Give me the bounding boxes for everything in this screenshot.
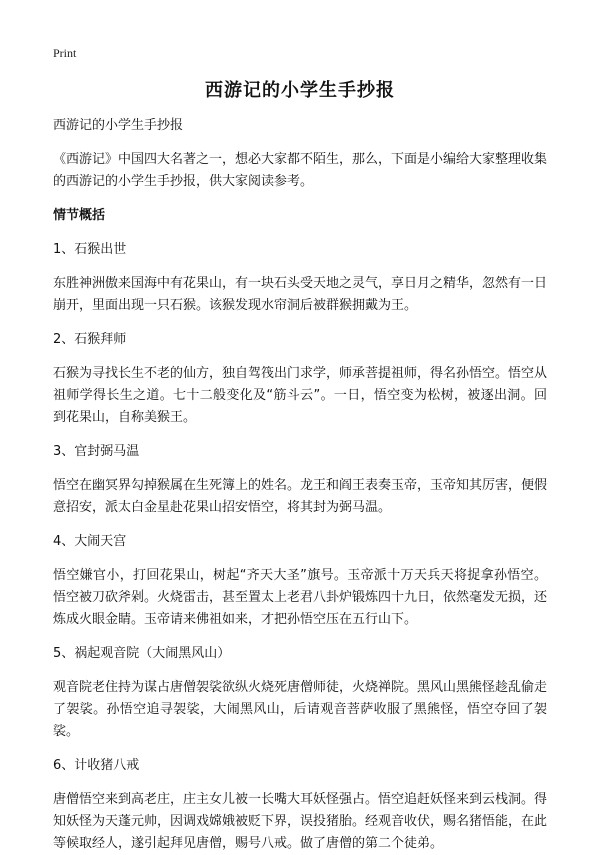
chapter-heading: 4、大闹天宫: [53, 534, 127, 549]
article-subtitle: 西游记的小学生手抄报: [53, 118, 184, 133]
chapter-text: 悟空在幽冥界勾掉猴属在生死簿上的姓名。龙王和阎王表奏玉帝，玉帝知其厉害，便假意招安，派太白金星赴花果山招安悟空，将其封为弼马温。: [53, 478, 548, 515]
chapter-1: [53, 241, 547, 317]
chapter-text: 东胜神洲傲来国海中有花果山，有一块石头受天地之灵气，享日月之精华，忽然有一日崩开，里面出现一只石猴。该猴发现水帘洞后被群猴拥戴为王。: [53, 276, 548, 313]
chapter-heading: 6、计收猪八戒: [53, 758, 140, 773]
page-title: 西游记的小学生手抄报: [205, 80, 395, 101]
chapter-2: [53, 331, 547, 429]
chapter-heading: 2、石猴拜师: [53, 332, 127, 347]
chapter-3: [53, 443, 547, 519]
print-link[interactable]: Print: [53, 46, 77, 60]
chapter-text: 唐僧悟空来到高老庄，庄主女儿被一长嘴大耳妖怪强占。悟空追赶妖怪来到云栈洞。得知妖怪为天蓬元帅，因调戏嫦娥被贬下界，误投猪胎。经观音收伏，赐名猪悟能，在此等候取经人，遂引起拜见唐僧，赐号八戒。做了唐僧的第二个徒弟。: [53, 792, 548, 851]
chapter-text: 石猴为寻找长生不老的仙方，独自驾筏出门求学，师承菩提祖师，得名孙悟空。悟空从祖师学得长生之道。七十二般变化及“筋斗云”。一日，悟空变为松树，被逐出洞。回到花果山，自称美猴王。: [53, 366, 548, 425]
chapter-4: [53, 533, 547, 631]
chapter-heading: 1、石猴出世: [53, 242, 127, 257]
chapter-heading: 5、祸起观音院（大闹黑风山）: [53, 646, 231, 661]
chapter-6: [53, 757, 547, 855]
chapter-text: 观音院老住持为谋占唐僧袈裟欲纵火烧死唐僧师徒，火烧禅院。黑风山黑熊怪趁乱偷走了袈裟。孙悟空追寻袈裟，大闹黑风山，后请观音菩萨收服了黑熊怪，悟空夺回了袈裟。: [53, 680, 548, 739]
intro-paragraph: 《西游记》中国四大名著之一，想必大家都不陌生，那么，下面是小编给大家整理收集的西游记的小学生手抄报，供大家阅读参考。: [53, 152, 548, 189]
chapter-heading: 3、官封弼马温: [53, 444, 140, 459]
section-heading: 情节概括: [53, 208, 106, 223]
chapter-text: 悟空嫌官小，打回花果山，树起“齐天大圣”旗号。玉帝派十万天兵天将捉拿孙悟空。悟空被刀砍斧剁。火烧雷击，甚至置太上老君八卦炉锻炼四十九日，依然毫发无损，还炼成火眼金睛。玉帝请来佛祖如来，才把孙悟空压在五行山下。: [53, 568, 548, 627]
chapter-5: [53, 645, 547, 743]
